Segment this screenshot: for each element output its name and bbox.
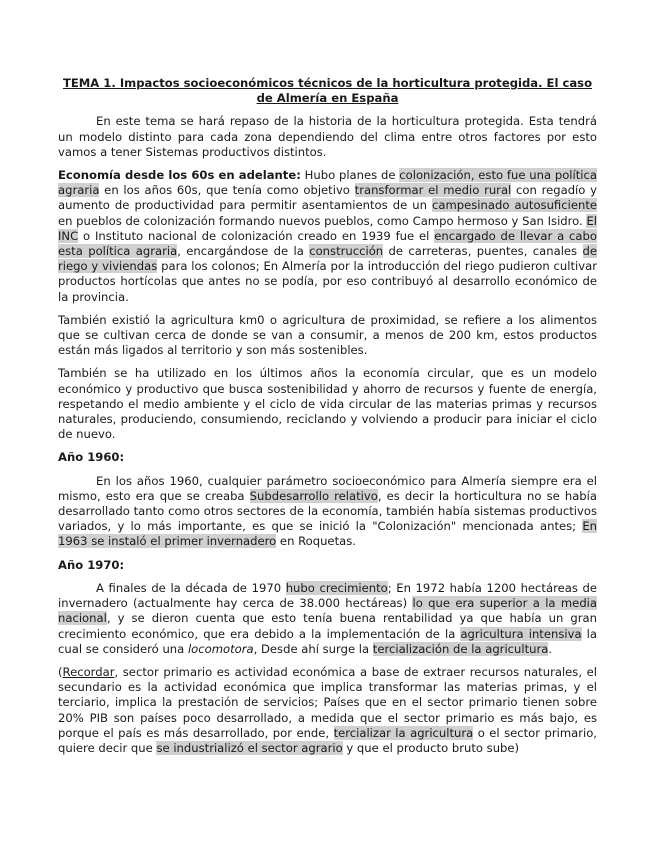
highlight: agricultura intensiva — [460, 626, 582, 641]
intro-paragraph: En este tema se hará repaso de la historia de la horticultura protegida. Esta tendrá un modelo distinto para cada zona dependiendo del clima entre otros factores por esto vamos a tener Sistemas productivos distintos. — [58, 114, 597, 159]
italic-term: locomotora — [187, 641, 254, 656]
recordar-paragraph: (Recordar, sector primario es actividad económica a base de extraer recursos naturales, el secundario es la actividad económica que implica transformar las materias primas, y el terciario, implica la prestación de servicios; Países que en el sector primario tienen sobre 20% PIB son países poco desarrollado, a medida que el sector primario es más bajo, es porque el país es más desarrollado, por ende, tercializar la agricultura o el sector primario, quiere decir que se industrializó el sector agrario y que el producto bruto sube) — [58, 664, 597, 755]
highlight: tercializar la agricultura — [333, 725, 474, 740]
economia-paragraph: Economía desde los 60s en adelante: Hubo planes de colonización, esto fue una política agraria en los años 60s, que tenía como objetivo transformar el medio rural con regadío y aumento de productividad para permitir asentamientos de un campesinado autosuficiente en pueblos de colonización formando nuevos pueblos, como Campo hermoso y San Isidro. El INC o Instituto nacional de colonización creado en 1939 fue el encargado de llevar a cabo esta política agraria, encargándose de la construcción de carreteras, puentes, canales de riego y viviendas para los colonos; En Almería por la introducción del riego pudieron cultivar productos hortícolas que antes no se podía, por eso contribuyó al desarrollo económico de la provincia. — [58, 168, 597, 304]
highlight: hubo crecimiento — [285, 580, 388, 595]
circular-paragraph: También se ha utilizado en los últimos años la economía circular, que es un modelo económico y productivo que busca sostenibilidad y ahorro de recursos y fuente de energía, respetando el medio ambiente y el ciclo de vida circular de las materias primas y recursos naturales, produciendo, consumiendo, reciclando y volviendo a producir para iniciar el ciclo de nuevo. — [58, 366, 597, 442]
highlight: construcción — [309, 244, 384, 259]
highlight: colonización, esto fue una política agraria — [58, 168, 597, 198]
recordar-label: Recordar — [62, 664, 115, 679]
km0-paragraph: También existió la agricultura km0 o agricultura de proximidad, se refiere a los alimentos que se cultivan cerca de donde se van a consumir, a menos de 200 km, estos productos están más ligados al territorio y son más sostenibles. — [58, 312, 597, 358]
page-title: TEMA 1. Impactos socioeconómicos técnicos de la horticultura protegida. El caso de Almería en España — [62, 76, 593, 106]
highlight: encargado de llevar a cabo esta política agraria — [58, 228, 597, 259]
heading-1960: Año 1960: — [58, 450, 125, 465]
highlight: se industrializó el sector agrario — [156, 740, 343, 755]
highlight: En 1963 se instaló el primer invernadero — [58, 519, 597, 549]
highlight: tercialización de la agricultura — [372, 641, 549, 656]
economia-label: Economía desde los 60s en adelante: — [58, 168, 301, 183]
highlight: El INC — [58, 213, 597, 243]
highlight: campesinado autosuficiente — [431, 198, 597, 213]
paragraph-1960: En los años 1960, cualquier parámetro socioeconómico para Almería siempre era el mismo, esto era que se creaba Subdesarrollo relativo, es decir la horticultura no se había desarrollado tanto como otros sectores de la economía, también había sistemas productivos variados, y lo más importante, es que se inició la "Colonización" mencionada antes; En 1963 se instaló el primer invernadero en Roquetas. — [58, 473, 597, 549]
highlight: de riego y viviendas — [58, 244, 597, 274]
heading-1970: Año 1970: — [58, 557, 125, 572]
highlight: Subdesarrollo relativo — [249, 488, 378, 503]
paragraph-1970: A finales de la década de 1970 hubo crecimiento; En 1972 había 1200 hectáreas de invernadero (actualmente hay cerca de 38.000 hectáreas) lo que era superior a la media nacional, y se dieron cuenta que esto tenía buena rentabilidad ya que había un gran crecimiento económico, que era debido a la implementación de la agricultura intensiva la cual se consideró una locomotora, Desde ahí surge la tercialización de la agricultura. — [58, 580, 598, 656]
highlight: transformar el medio rural — [354, 183, 512, 198]
highlight: lo que era superior a la media nacional — [58, 596, 597, 626]
